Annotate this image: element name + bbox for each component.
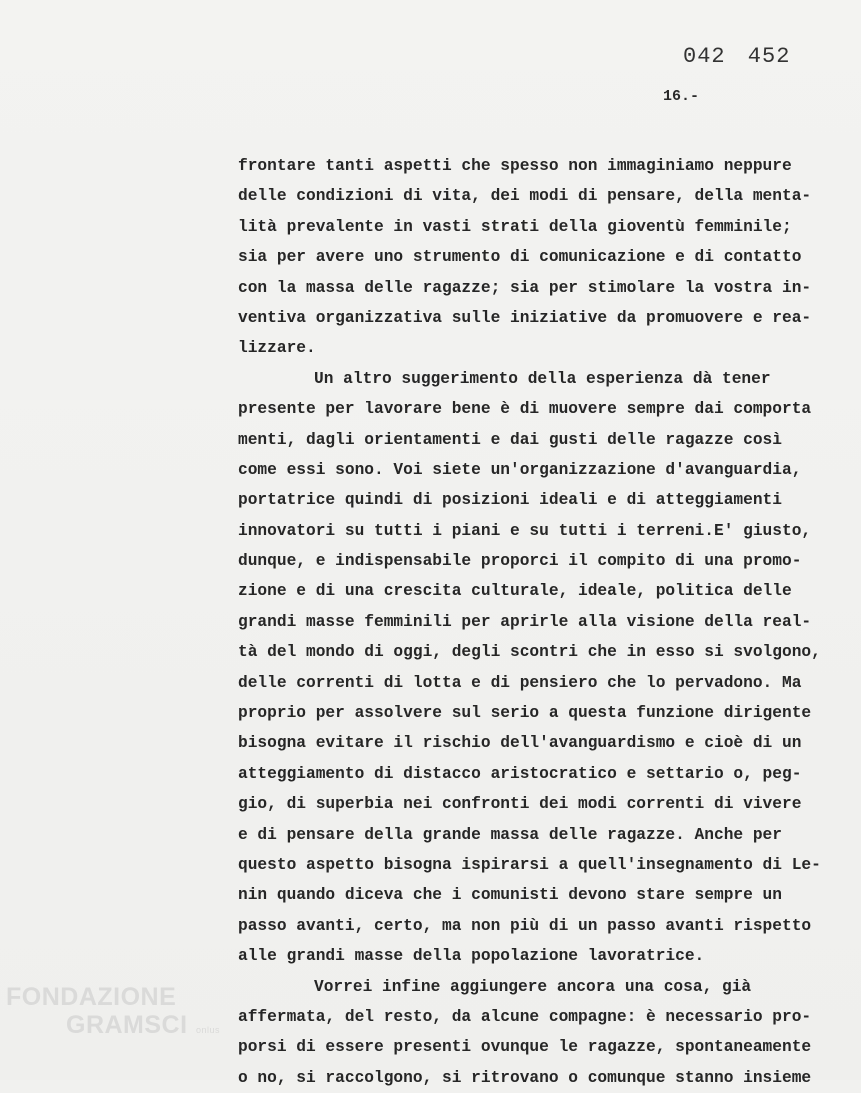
text-line: sia per avere uno strumento di comunicazione e di contatto [238, 248, 802, 267]
text-line: alle grandi masse della popolazione lavoratrice. [238, 947, 705, 966]
text-line: delle correnti di lotta e di pensiero che lo pervadono. Ma [238, 673, 802, 692]
text-line: passo avanti, certo, ma non più di un passo avanti rispetto [238, 916, 812, 935]
text-line: o no, si raccolgono, si ritrovano o comunque stanno insieme [238, 1068, 812, 1087]
text-line: ventiva organizzativa sulle iniziative da promuovere e rea- [238, 308, 812, 327]
watermark-suffix: onlus [196, 1025, 221, 1035]
fondazione-gramsci-watermark [6, 985, 220, 1038]
text-line: porsi di essere presenti ovunque le ragazze, spontaneamente [238, 1038, 812, 1057]
page-number: 16.- [663, 88, 700, 105]
text-line: dunque, e indispensabile proporci il compito di una promo- [238, 552, 802, 571]
text-line: affermata, del resto, da alcune compagne: è necessario pro- [238, 1007, 812, 1026]
text-line: nin quando diceva che i comunisti devono stare sempre un [238, 886, 782, 905]
document-number: 042 452 [683, 44, 791, 69]
text-line: lizzare. [238, 339, 316, 358]
text-line: questo aspetto bisogna ispirarsi a quell'insegnamento di Le- [238, 855, 821, 874]
text-line: gio, di superbia nei confronti dei modi correnti di vivere [238, 795, 802, 814]
text-line: Vorrei infine aggiungere ancora una cosa, già [314, 977, 752, 996]
typewritten-body [238, 151, 850, 1093]
text-line: innovatori su tutti i piani e su tutti i terreni.E' giusto, [238, 521, 812, 540]
text-line: come essi sono. Voi siete un'organizzazione d'avanguardia, [238, 460, 802, 479]
text-line: frontare tanti aspetti che spesso non immaginiamo neppure [238, 157, 792, 175]
text-line: presente per lavorare bene è di muovere sempre dai comporta [238, 400, 812, 419]
text-line: zione e di una crescita culturale, ideale, politica delle [238, 582, 792, 601]
text-line: e di pensare della grande massa delle ragazze. Anche per [238, 825, 782, 844]
text-line: con la massa delle ragazze; sia per stimolare la vostra in- [238, 278, 812, 297]
text-line: grandi masse femminili per aprirle alla visione della real- [238, 612, 812, 631]
text-line: tà del mondo di oggi, degli scontri che in esso si svolgono, [238, 643, 821, 662]
text-line: bisogna evitare il rischio dell'avanguardismo e cioè di un [238, 734, 802, 753]
text-line: Un altro suggerimento della esperienza dà tener [314, 369, 771, 388]
text-line: lità prevalente in vasti strati della gioventù femminile; [238, 217, 792, 236]
text-line: portatrice quindi di posizioni ideali e di atteggiamenti [238, 491, 782, 510]
watermark-line1: FONDAZIONE [6, 983, 177, 1011]
text-line: proprio per assolvere sul serio a questa funzione dirigente [238, 704, 812, 723]
text-line: delle condizioni di vita, dei modi di pensare, della menta- [238, 187, 812, 206]
watermark-line2-text: GRAMSCI [66, 1011, 188, 1039]
text-line: atteggiamento di distacco aristocratico e settario o, peg- [238, 764, 802, 783]
text-line: menti, dagli orientamenti e dai gusti delle ragazze così [238, 430, 782, 449]
watermark-line2 [6, 1013, 220, 1038]
